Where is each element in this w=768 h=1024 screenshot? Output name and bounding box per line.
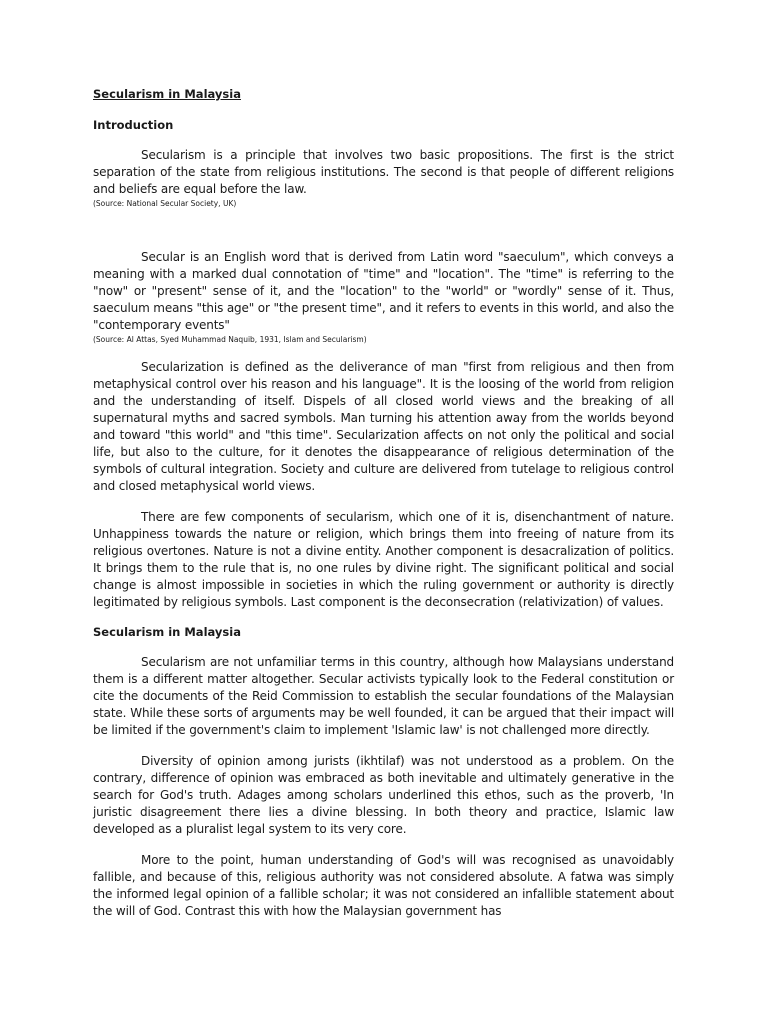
document-title: Secularism in Malaysia <box>93 87 241 101</box>
source-citation: (Source: National Secular Society, UK) <box>93 199 237 208</box>
section-heading-secularism-in-malaysia: Secularism in Malaysia <box>93 625 241 639</box>
paragraph: More to the point, human understanding of God's will was recognised as unavoidably fallible, and because of this, religious authority was not considered absolute. A fatwa was simply the informed legal opinion of a fallible scholar; it was not considered an infallible statement about the will of God. Contrast this with how the Malaysian government has <box>93 853 674 918</box>
paragraph: Secularization is defined as the deliverance of man "first from religious and then from metaphysical control over his reason and his language". It is the loosing of the world from religion and the understanding of itself. Dispels of all closed world views and the breaking of all supernatural myths and sacred symbols. Man turning his attention away from the worlds beyond and toward "this world" and "this time". Secularization affects on not only the political and social life, but also to the culture, for it denotes the disappearance of religious determination of the symbols of cultural integration. Society and culture are delivered from tutelage to religious control and closed metaphysical world views. <box>93 360 674 493</box>
section-heading-introduction: Introduction <box>93 118 174 132</box>
source-citation: (Source: Al Attas, Syed Muhammad Naquib, 1931, Islam and Secularism) <box>93 335 367 344</box>
document-body <box>93 87 674 920</box>
paragraph: There are few components of secularism, which one of it is, disenchantment of nature. Unhappiness towards the nature or religion, which brings them into freeing of nature from its religious overtones. Nature is not a divine entity. Another component is desacralization of politics. It brings them to the rule that is, no one rules by divine right. The significant political and social change is almost impossible in societies in which the ruling government or authority is directly legitimated by religious symbols. Last component is the deconsecration (relativization) of values. <box>93 510 674 609</box>
paragraph: Secular is an English word that is derived from Latin word "saeculum", which conveys a meaning with a marked dual connotation of "time" and "location". The "time" is referring to the "now" or "present" sense of it, and the "location" to the "world" or "wordly" sense of it. Thus, saeculum means "this age" or "the present time", and it refers to events in this world, and also the "contemporary events" <box>93 250 674 332</box>
paragraph: Diversity of opinion among jurists (ikhtilaf) was not understood as a problem. On the contrary, difference of opinion was embraced as both inevitable and ultimately generative in the search for God's truth. Adages among scholars underlined this ethos, such as the proverb, 'In juristic disagreement there lies a divine blessing. In both theory and practice, Islamic law developed as a pluralist legal system to its very core. <box>93 754 674 836</box>
paragraph: Secularism are not unfamiliar terms in this country, although how Malaysians understand them is a different matter altogether. Secular activists typically look to the Federal constitution or cite the documents of the Reid Commission to establish the secular foundations of the Malaysian state. While these sorts of arguments may be well founded, it can be argued that their impact will be limited if the government's claim to implement 'Islamic law' is not challenged more directly. <box>93 655 674 737</box>
paragraph: Secularism is a principle that involves two basic propositions. The first is the strict separation of the state from religious institutions. The second is that people of different religions and beliefs are equal before the law. <box>93 148 674 196</box>
